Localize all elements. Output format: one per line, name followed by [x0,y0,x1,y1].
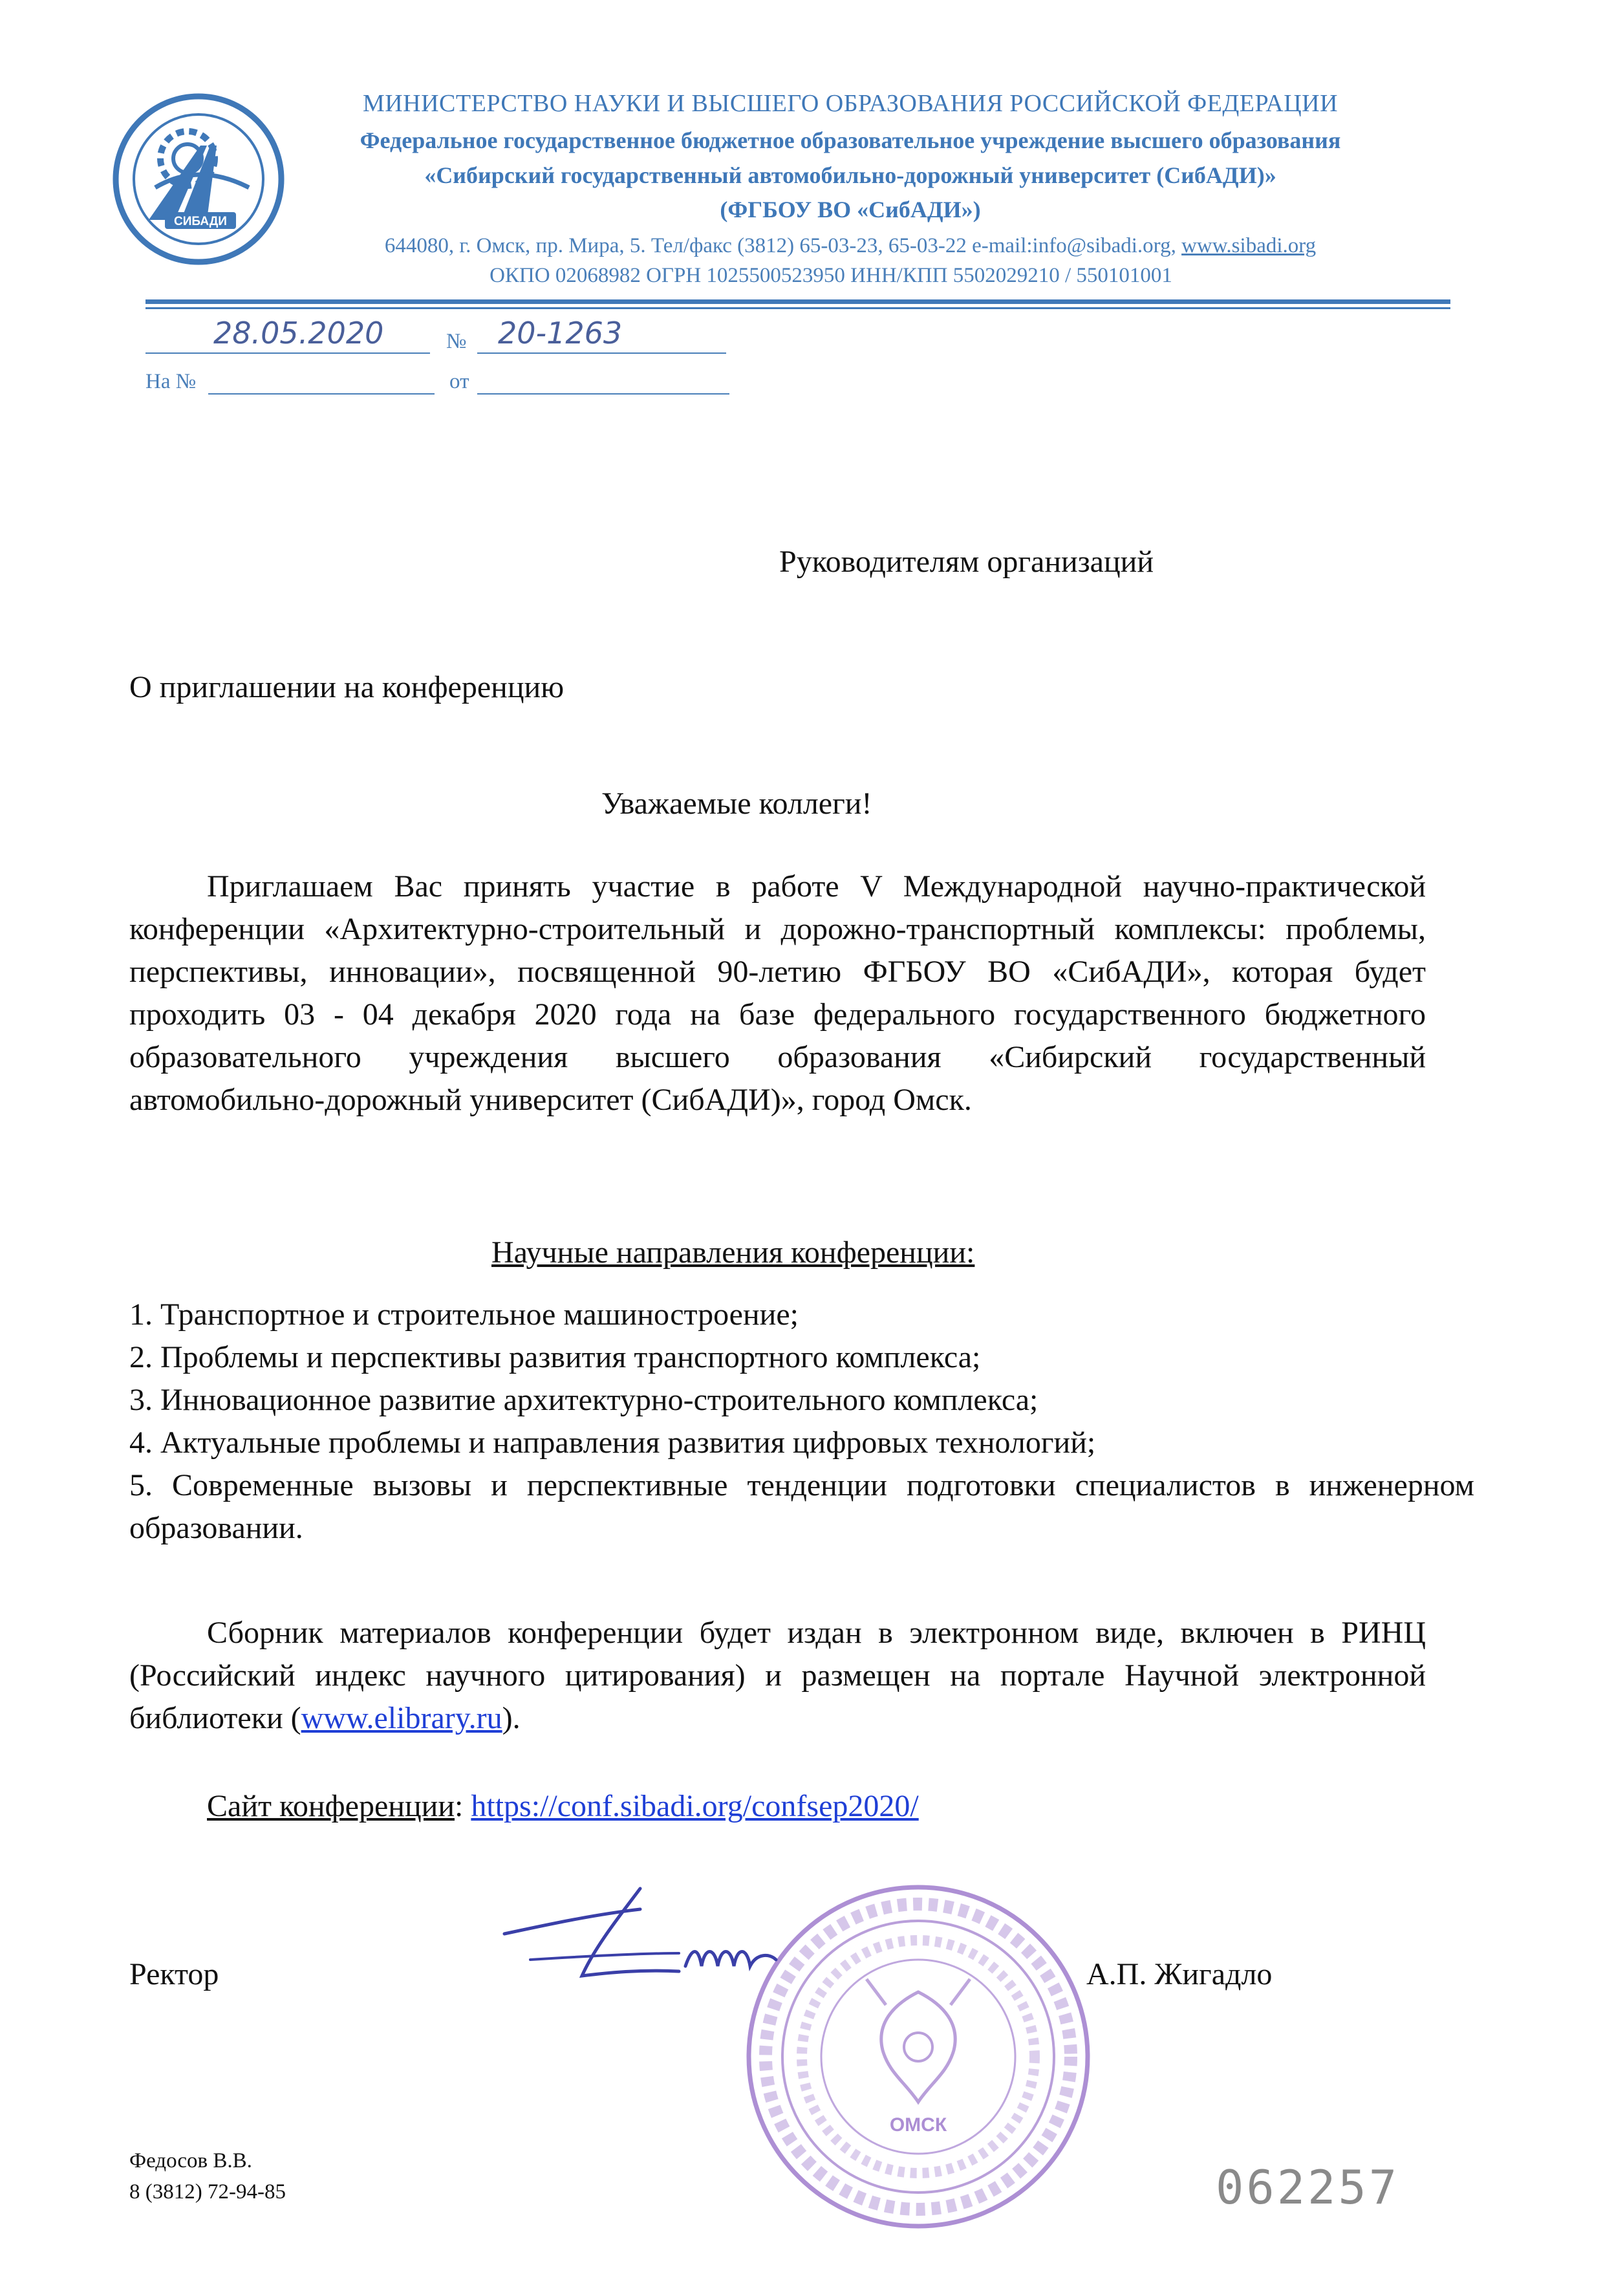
elibrary-link[interactable]: www.elibrary.ru [301,1701,502,1735]
ministry-name: МИНИСТЕРСТВО НАУКИ И ВЫСШЕГО ОБРАЗОВАНИЯ РОССИЙСКОЙ ФЕДЕРАЦИИ [362,90,1339,117]
university-logo [110,91,288,268]
university-address [304,232,1397,260]
direction-item-3: 3. Инновационное развитие архитектурно-строительного комплекса; [129,1383,1038,1417]
letter-subject: О приглашении на конференцию [129,670,565,704]
institution-type: Федеральное государственное бюджетное образовательное учреждение высшего образования [360,127,1341,153]
addressee: Руководителям организаций [779,545,1154,579]
date-field-line [145,352,430,354]
university-abbreviation: (ФГБОУ ВО «СибАДИ») [720,197,981,222]
executor-phone: 8 (3812) 72-94-85 [129,2180,286,2204]
direction-item-5: 5. Современные вызовы и перспективные тенденции подготовки специалистов в инженерном образовании. [129,1468,1474,1545]
conference-site [207,1785,919,1828]
proceedings-end: ). [502,1701,521,1735]
conference-site-link[interactable]: https://conf.sibadi.org/confsep2020/ [471,1789,919,1823]
reply-number-line [208,393,435,395]
proceedings-text: Сборник материалов конференции будет издан в электронном виде, включен в РИНЦ (Российский индекс научного цитирования) и размещен на портале Научной электронной библиотеки ( [129,1616,1426,1735]
signatory-name: А.П. Жигадло [1086,1957,1273,1991]
proceedings-paragraph [129,1612,1426,1740]
direction-item-4: 4. Актуальные проблемы и направления развития цифровых технологий; [129,1425,1096,1460]
form-serial-number: 062257 [1216,2160,1400,2215]
site-colon: : [455,1789,471,1823]
site-label: Сайт конференции [207,1789,455,1823]
direction-item-2: 2. Проблемы и перспективы развития транспортного комплекса; [129,1340,981,1374]
letter-number: 20-1263 [498,316,623,351]
greeting: Уважаемые коллеги! [601,786,872,821]
rector-signature [491,1863,854,1992]
logo-text: СИБАДИ [174,215,227,228]
directions-title: Научные направления конференции: [491,1235,975,1270]
website-link[interactable]: www.sibadi.org [1181,234,1317,257]
reply-number-label: На № [145,370,197,393]
header-divider-thin [145,307,1450,309]
intro-paragraph [129,865,1426,1121]
executor-name: Федосов В.В. [129,2149,252,2172]
from-date-line [477,393,729,395]
seal-city: ОМСК [889,2114,947,2136]
number-field-line [477,352,726,354]
address-text: 644080, г. Омск, пр. Мира, 5. Тел/факс (3812) 65-03-23, 65-03-22 e-mail:info@sibadi.org, [384,234,1182,257]
direction-item-1: 1. Транспортное и строительное машиностроение; [129,1297,799,1332]
registry-codes: ОКПО 02068982 ОГРН 1025500523950 ИНН/КПП 5502029210 / 550101001 [490,264,1172,287]
from-label: от [449,370,469,393]
university-name: «Сибирский государственный автомобильно-дорожный университет (СибАДИ)» [424,162,1276,188]
signatory-position: Ректор [129,1957,219,1991]
number-label: № [446,330,467,353]
header-divider-thick [145,299,1450,304]
intro-text: Приглашаем Вас принять участие в работе V Международной научно-практической конференции «Архитектурно-строительный и дорожно-транспортный комплексы: проблемы, перспективы, инновации», посвященной 90-летию ФГБОУ ВО «СибАДИ», которая будет проходить 03 - 04 декабря 2020 года на базе федерального государственного бюджетного образовательного учреждения высшего образования «Сибирский государственный автомобильно-дорожный университет (СибАДИ)», город Омск. [129,869,1426,1117]
letter-date: 28.05.2020 [213,316,384,351]
